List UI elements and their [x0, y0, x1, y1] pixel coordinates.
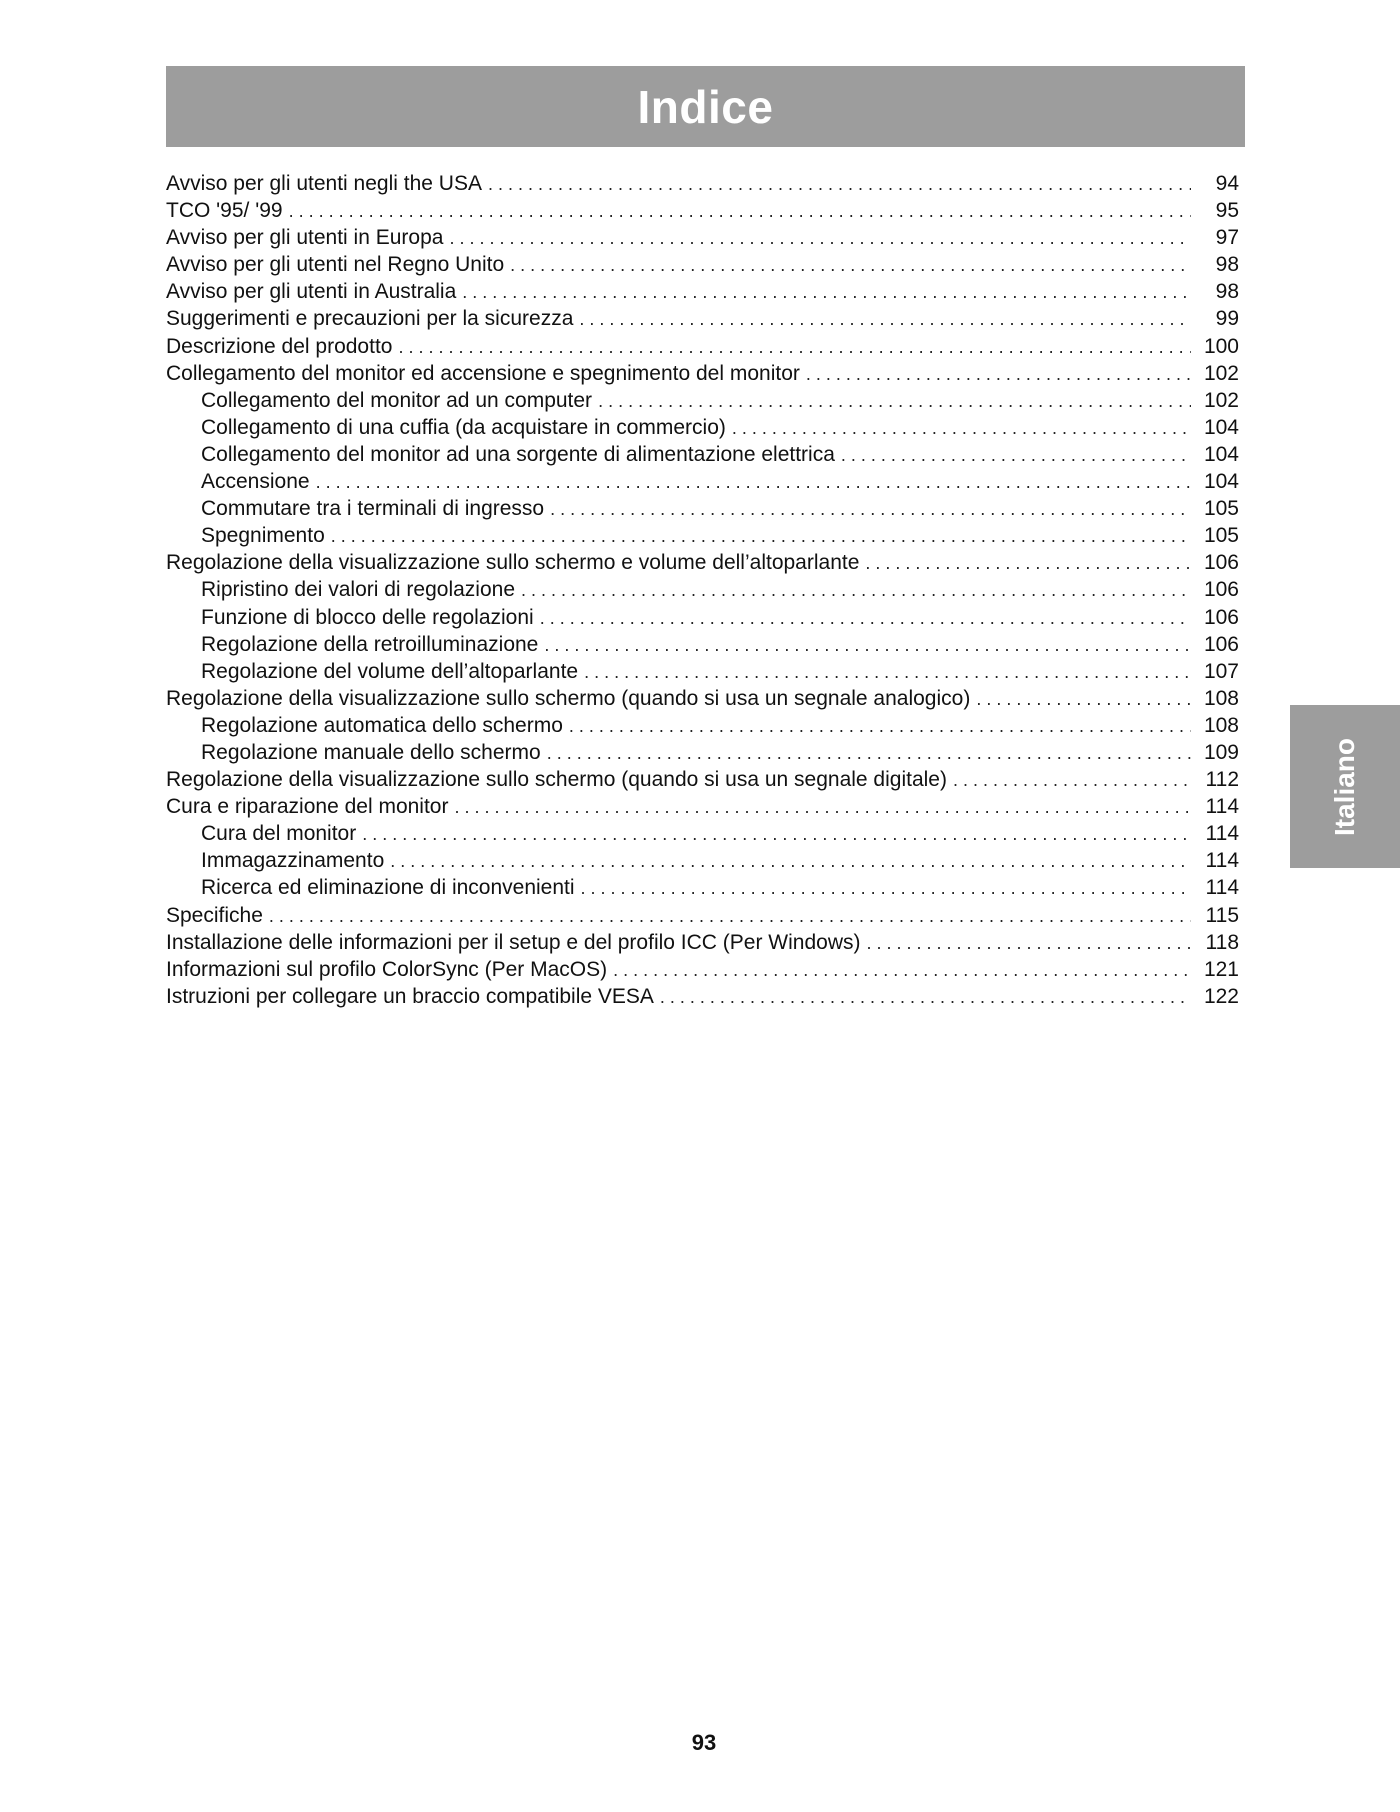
toc-entry-page: 114	[1205, 849, 1239, 873]
toc-entry[interactable]	[166, 766, 1239, 793]
toc-entry[interactable]	[166, 685, 1239, 712]
toc-dot-leader	[510, 252, 1191, 279]
toc-entry-page: 94	[1215, 172, 1239, 195]
toc-entry[interactable]	[166, 874, 1239, 901]
toc-entry-page: 106	[1203, 605, 1239, 629]
toc-entry[interactable]	[166, 360, 1239, 387]
toc-dot-leader	[390, 848, 1191, 875]
toc-entry-title: Accensione	[201, 470, 310, 494]
toc-entry[interactable]	[166, 847, 1239, 874]
toc-entry-page: 122	[1203, 984, 1239, 1008]
toc-entry-title: Cura del monitor	[201, 822, 357, 846]
toc-entry-page: 112	[1205, 768, 1239, 792]
toc-entry-page: 107	[1203, 659, 1239, 683]
toc-dot-leader	[289, 198, 1191, 225]
toc-entry-page: 104	[1203, 470, 1239, 494]
toc-entry[interactable]	[166, 793, 1239, 820]
toc-dot-leader	[953, 767, 1191, 794]
toc-dot-leader	[865, 550, 1191, 577]
toc-entry[interactable]	[166, 929, 1239, 956]
toc-entry[interactable]	[166, 170, 1239, 197]
toc-dot-leader	[540, 605, 1191, 632]
toc-entry[interactable]	[166, 631, 1239, 658]
toc-entry-page: 108	[1203, 713, 1239, 737]
toc-entry-title: Collegamento di una cuffia (da acquistare in commercio)	[201, 415, 726, 439]
language-tab	[1290, 705, 1400, 868]
toc-dot-leader	[331, 523, 1191, 550]
toc-entry-title: Immagazzinamento	[201, 849, 385, 873]
toc-dot-leader	[732, 415, 1191, 442]
toc-dot-leader	[398, 334, 1191, 361]
toc-dot-leader	[613, 957, 1191, 984]
toc-entry-title: Commutare tra i terminali di ingresso	[201, 497, 545, 521]
toc-dot-leader	[521, 577, 1191, 604]
toc-dot-leader	[488, 171, 1191, 198]
toc-entry-page: 104	[1203, 415, 1239, 439]
toc-entry[interactable]	[166, 495, 1239, 522]
toc-entry-title: Ricerca ed eliminazione di inconvenienti	[201, 876, 575, 900]
language-tab-label: Italiano	[1328, 737, 1360, 836]
toc-entry-title: Regolazione della retroilluminazione	[201, 632, 539, 656]
toc-entry-title: Descrizione del prodotto	[166, 334, 393, 358]
toc-entry-page: 99	[1215, 307, 1239, 331]
toc-entry-title: Regolazione della visualizzazione sullo schermo e volume dell’altoparlante	[166, 551, 860, 575]
toc-dot-leader	[866, 930, 1191, 957]
toc-entry-title: Specifiche	[166, 903, 263, 927]
toc-entry-title: Avviso per gli utenti negli the USA	[166, 172, 482, 195]
toc-dot-leader	[550, 496, 1191, 523]
toc-entry-page: 121	[1203, 957, 1239, 981]
toc-entry-title: Istruzioni per collegare un braccio compatibile VESA	[166, 984, 654, 1008]
toc-dot-leader	[449, 225, 1191, 252]
toc-entry-title: Informazioni sul profilo ColorSync (Per MacOS)	[166, 957, 608, 981]
toc-entry[interactable]	[166, 197, 1239, 224]
toc-dot-leader	[660, 984, 1191, 1011]
toc-entry[interactable]	[166, 468, 1239, 495]
toc-entry-page: 102	[1203, 361, 1239, 385]
toc-entry[interactable]	[166, 278, 1239, 305]
toc-entry-page: 106	[1203, 551, 1239, 575]
toc-dot-leader	[841, 442, 1191, 469]
toc-entry-title: Avviso per gli utenti in Australia	[166, 280, 457, 304]
toc-entry[interactable]	[166, 549, 1239, 576]
toc-entry-page: 105	[1203, 497, 1239, 521]
toc-dot-leader	[579, 306, 1191, 333]
toc-entry-page: 118	[1205, 930, 1239, 954]
toc-dot-leader	[569, 713, 1191, 740]
toc-entry-page: 105	[1203, 524, 1239, 548]
toc-dot-leader	[547, 740, 1191, 767]
toc-entry-title: Regolazione del volume dell’altoparlante	[201, 659, 579, 683]
toc-entry-title: Cura e riparazione del monitor	[166, 795, 449, 819]
toc-dot-leader	[454, 794, 1191, 821]
toc-entry-title: Collegamento del monitor ad un computer	[201, 388, 593, 412]
toc-entry[interactable]	[166, 902, 1239, 929]
toc-entry[interactable]	[166, 658, 1239, 685]
toc-entry[interactable]	[166, 224, 1239, 251]
toc-entry[interactable]	[166, 820, 1239, 847]
toc-entry[interactable]	[166, 712, 1239, 739]
toc-dot-leader	[269, 903, 1191, 930]
toc-entry-title: TCO '95/ '99	[166, 199, 283, 223]
toc-entry-page: 95	[1215, 199, 1239, 223]
title-bar	[166, 66, 1245, 147]
toc-entry[interactable]	[166, 251, 1239, 278]
toc-entry-page: 98	[1215, 253, 1239, 277]
toc-dot-leader	[581, 875, 1191, 902]
toc-dot-leader	[462, 279, 1191, 306]
toc-entry-title: Avviso per gli utenti in Europa	[166, 226, 444, 250]
toc-entry-page: 114	[1205, 822, 1239, 846]
toc-entry-page: 115	[1205, 903, 1239, 927]
toc-entry-page: 114	[1205, 795, 1239, 819]
toc-entry-title: Spegnimento	[201, 524, 325, 548]
toc-dot-leader	[544, 632, 1191, 659]
toc-entry-page: 102	[1203, 388, 1239, 412]
toc-dot-leader	[362, 821, 1191, 848]
toc-entry[interactable]	[166, 739, 1239, 766]
toc-entry-title: Suggerimenti e precauzioni per la sicurezza	[166, 307, 574, 331]
toc-entry-title: Regolazione automatica dello schermo	[201, 713, 563, 737]
toc-entry[interactable]	[166, 604, 1239, 631]
page-number: 93	[691, 1730, 717, 1755]
toc-entry[interactable]	[166, 576, 1239, 603]
toc-entry-title: Regolazione della visualizzazione sullo schermo (quando si usa un segnale digitale)	[166, 768, 947, 792]
toc-entry[interactable]	[166, 441, 1239, 468]
toc-dot-leader	[976, 686, 1191, 713]
page-title: Indice	[637, 80, 774, 133]
toc-entry-title: Installazione delle informazioni per il setup e del profilo ICC (Per Windows)	[166, 930, 861, 954]
toc-entry-page: 100	[1203, 334, 1239, 358]
toc-entry-page: 104	[1203, 442, 1239, 466]
toc-entry-page: 106	[1203, 632, 1239, 656]
toc-dot-leader	[316, 469, 1191, 496]
toc-entry[interactable]	[166, 387, 1239, 414]
toc-entry-title: Collegamento del monitor ed accensione e spegnimento del monitor	[166, 361, 800, 385]
toc-entry[interactable]	[166, 522, 1239, 549]
toc-entry-page: 108	[1203, 686, 1239, 710]
toc-entry[interactable]	[166, 414, 1239, 441]
toc-entry-title: Regolazione manuale dello schermo	[201, 740, 541, 764]
toc-entry-title: Collegamento del monitor ad una sorgente di alimentazione elettrica	[201, 442, 835, 466]
toc-entry-title: Regolazione della visualizzazione sullo schermo (quando si usa un segnale analogico)	[166, 686, 971, 710]
toc-entry[interactable]	[166, 333, 1239, 360]
toc-entry-page: 98	[1215, 280, 1239, 304]
toc-entry[interactable]	[166, 983, 1239, 1010]
toc-entry-title: Funzione di blocco delle regolazioni	[201, 605, 534, 629]
toc-entry-title: Avviso per gli utenti nel Regno Unito	[166, 253, 505, 277]
table-of-contents	[166, 170, 1239, 1010]
toc-dot-leader	[598, 388, 1191, 415]
toc-entry[interactable]	[166, 956, 1239, 983]
toc-entry-title: Ripristino dei valori di regolazione	[201, 578, 515, 602]
toc-dot-leader	[806, 361, 1191, 388]
toc-entry[interactable]	[166, 305, 1239, 332]
toc-entry-page: 97	[1215, 226, 1239, 250]
toc-entry-page: 114	[1205, 876, 1239, 900]
toc-entry-page: 106	[1203, 578, 1239, 602]
toc-entry-page: 109	[1203, 740, 1239, 764]
toc-dot-leader	[584, 659, 1191, 686]
